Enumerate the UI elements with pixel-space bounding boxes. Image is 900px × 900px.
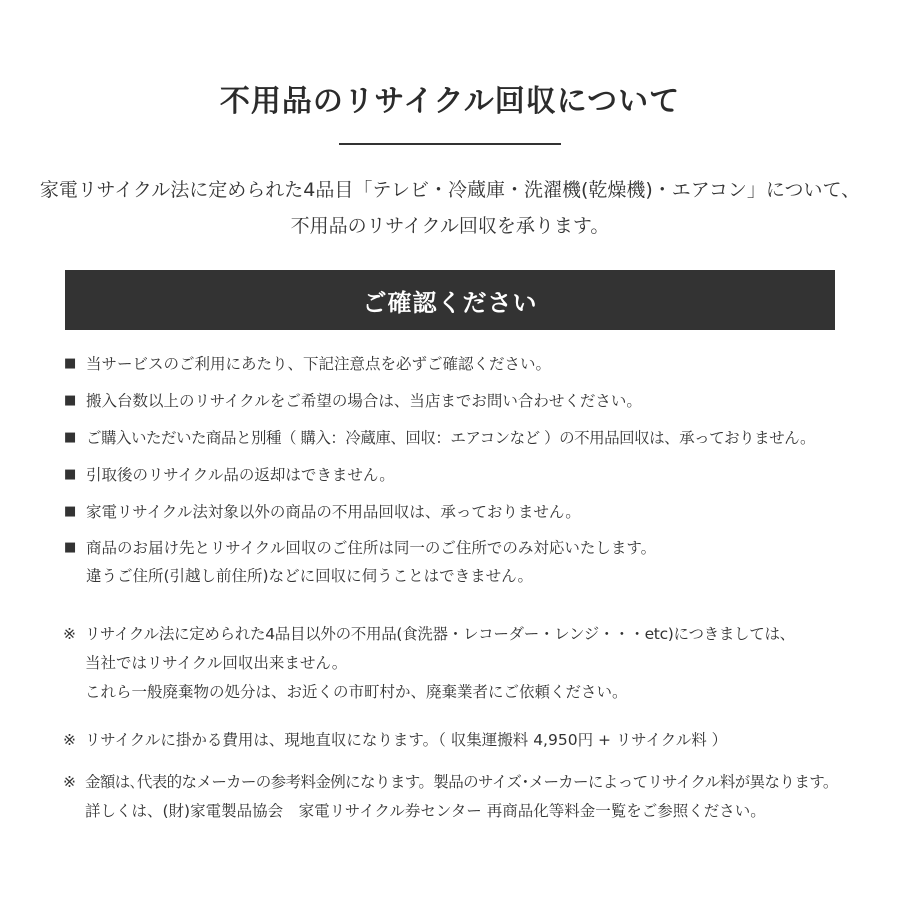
list-item-text: 商品のお届け先とリサイクル回収のご住所は同一のご住所でのみ対応いたします。 [86,539,657,557]
list-item-text: 家電リサイクル法対象以外の商品の不用品回収は、承っておりません。 [86,503,581,521]
note-text: リサイクル法に定められた4品目以外の不用品(食洗器・レコーダー・レンジ・・・etc)につきましては、 [85,625,795,643]
intro-line: 家電リサイクル法に定められた4品目「テレビ・冷蔵庫・洗濯機(乾燥機)・エアコン」について、 [39,179,861,201]
list-item [64,534,864,590]
list-item [64,387,864,415]
square-bullet-icon: ■ [64,540,77,555]
intro-text [0,172,900,244]
list-item [64,350,864,378]
reference-mark-icon: ※ [63,773,76,791]
note-text: 金額は､代表的なメーカーの参考料金例になります。製品のサイズ･メーカーによってリサイクル料が異なります。 [85,773,838,791]
list-item-text: ご購入いただいた商品と別種（ 購入：冷蔵庫、回収：エアコンなど ）の不用品回収は、承っておりません。 [86,429,816,447]
confirm-banner: ご確認ください [65,270,835,330]
reference-mark-icon: ※ [63,731,76,749]
note-block [63,726,863,755]
note-text: これら一般廃棄物の処分は、お近くの市町村か、廃棄業者にご依頼ください。 [85,683,628,701]
square-bullet-icon: ■ [64,467,77,482]
list-item-text: 搬入台数以上のリサイクルをご希望の場合は、当店までお問い合わせください。 [86,392,642,410]
page-title: 不用品のリサイクル回収について [219,84,681,119]
list-item [64,424,864,452]
note-text: 当社ではリサイクル回収出来ません。 [85,654,348,672]
list-item-text: 当サービスのご利用にあたり、下記注意点を必ずご確認ください。 [86,355,552,373]
note-text: リサイクルに掛かる費用は、現地直収になります。（ 収集運搬料 4,950円 + リサイクル料 ） [85,731,728,749]
list-item [64,498,864,526]
note-text: 詳しくは、(財)家電製品協会 家電リサイクル券センター 再商品化等料金一覧をご参照ください。 [85,802,766,820]
list-item-text: 引取後のリサイクル品の返却はできません。 [86,466,395,484]
square-bullet-icon: ■ [64,504,77,519]
square-bullet-icon: ■ [64,393,77,408]
title-underline [339,143,561,145]
note-block [63,620,863,707]
list-item-text: 違うご住所(引越し前住所)などに回収に伺うことはできません。 [86,567,534,585]
list-item [64,461,864,489]
reference-mark-icon: ※ [63,625,76,643]
intro-line: 不用品のリサイクル回収を承ります。 [290,215,610,237]
note-block [63,768,863,826]
square-bullet-icon: ■ [64,430,77,445]
square-bullet-icon: ■ [64,356,77,371]
